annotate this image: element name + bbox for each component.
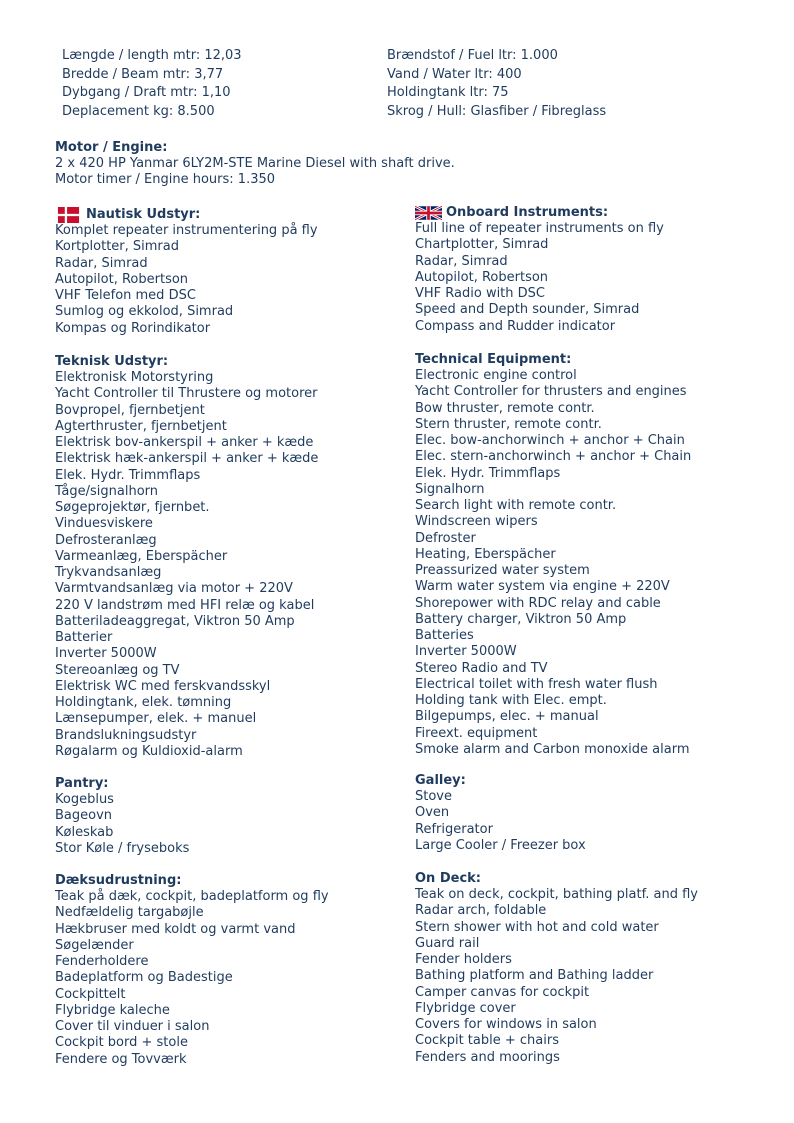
motor-line: 2 x 420 HP Yanmar 6LY2M-STE Marine Diesel with shaft drive. <box>55 156 455 171</box>
galley-heading: Galley: <box>415 773 466 788</box>
list-item: Fenders and moorings <box>415 1049 560 1065</box>
list-item: Vinduesviskere <box>55 516 153 532</box>
list-item: Elektronisk Motorstyring <box>55 370 214 385</box>
list-item: Batteries <box>415 628 474 643</box>
list-item: Kortplotter, Simrad <box>55 239 179 255</box>
list-item: VHF Radio with DSC <box>415 286 545 301</box>
list-item: Fendere og Tovværk <box>55 1051 187 1067</box>
specs-right-column <box>387 47 606 121</box>
onboard-heading-row <box>415 204 664 221</box>
list-item: Køleskab <box>55 824 114 840</box>
list-item: Søgeprojektør, fjernbet. <box>55 500 210 515</box>
list-item: Stern shower with hot and cold water <box>415 919 659 935</box>
list-item: Bathing platform and Bathing ladder <box>415 968 654 984</box>
list-item: Defroster <box>415 530 476 546</box>
list-item: Holdingtank, elek. tømning <box>55 695 232 710</box>
list-item: Flybridge kaleche <box>55 1002 170 1018</box>
list-item: Komplet repeater instrumentering på fly <box>55 223 318 238</box>
list-item: Signalhorn <box>415 481 485 497</box>
list-item: Røgalarm og Kuldioxid-alarm <box>55 743 243 759</box>
list-item: Varmtvandsanlæg via motor + 220V <box>55 581 293 597</box>
list-item: Search light with remote contr. <box>415 498 617 513</box>
list-item: Stove <box>415 789 452 804</box>
list-item: Agterthruster, fjernbetjent <box>55 418 227 434</box>
list-item: Windscreen wipers <box>415 514 538 530</box>
list-item: Yacht Controller til Thrustere og motorer <box>55 386 318 402</box>
list-item: Bageovn <box>55 808 113 824</box>
list-item: Bovpropel, fjernbetjent <box>55 402 205 418</box>
list-item: Cover til vinduer i salon <box>55 1019 210 1034</box>
list-item: Badeplatform og Badestige <box>55 970 233 986</box>
list-item: Radar, Simrad <box>415 253 508 269</box>
list-item: Elec. stern-anchorwinch + anchor + Chain <box>415 449 692 465</box>
nautisk-section <box>55 206 318 337</box>
list-item: Elektrisk bov-ankerspil + anker + kæde <box>55 435 314 450</box>
onboard-section <box>415 204 664 335</box>
spec-fuel: Brændstof / Fuel ltr: 1.000 <box>387 48 558 63</box>
deck-section <box>415 870 698 1066</box>
list-item: Autopilot, Robertson <box>415 269 549 285</box>
motor-section <box>55 139 455 189</box>
list-item: Nedfældelig targabøjle <box>55 905 204 921</box>
list-item: Varmeanlæg, Eberspächer <box>55 548 228 564</box>
galley-section <box>415 772 586 854</box>
motor-line: Motor timer / Engine hours: 1.350 <box>55 172 276 188</box>
list-item: Shorepower with RDC relay and cable <box>415 595 661 611</box>
daek-section <box>55 872 329 1068</box>
list-item: Stereoanlæg og TV <box>55 662 180 678</box>
list-item: Large Cooler / Freezer box <box>415 837 586 853</box>
list-item: 220 V landstrøm med HFI relæ og kabel <box>55 597 315 613</box>
specs-left-column <box>62 47 242 121</box>
deck-heading: On Deck: <box>415 871 481 886</box>
list-item: Elec. bow-anchorwinch + anchor + Chain <box>415 433 685 448</box>
list-item: Fender holders <box>415 952 512 967</box>
pantry-section <box>55 775 189 857</box>
list-item: Inverter 5000W <box>55 646 157 662</box>
danish-flag-icon <box>55 207 82 223</box>
list-item: Compass and Rudder indicator <box>415 318 616 334</box>
list-item: Teak på dæk, cockpit, badeplatform og fly <box>55 889 329 904</box>
list-item: Bilgepumps, elec. + manual <box>415 709 599 725</box>
list-item: Stereo Radio and TV <box>415 660 548 676</box>
list-item: Electronic engine control <box>415 368 577 383</box>
list-item: Camper canvas for cockpit <box>415 984 590 1000</box>
list-item: Smoke alarm and Carbon monoxide alarm <box>415 741 690 757</box>
list-item: Batterier <box>55 630 113 645</box>
list-item: Radar arch, foldable <box>415 903 547 919</box>
spec-displacement: Deplacement kg: 8.500 <box>62 103 215 119</box>
list-item: VHF Telefon med DSC <box>55 288 196 303</box>
motor-heading: Motor / Engine: <box>55 140 168 155</box>
list-item: Lænsepumper, elek. + manuel <box>55 711 257 727</box>
list-item: Elek. Hydr. Trimmflaps <box>415 465 561 481</box>
list-item: Flybridge cover <box>415 1000 516 1016</box>
spec-holdingtank: Holdingtank ltr: 75 <box>387 85 509 101</box>
spec-hull: Skrog / Hull: Glasfiber / Fibreglass <box>387 103 607 119</box>
list-item: Oven <box>415 805 450 821</box>
list-item: Søgelænder <box>55 937 134 953</box>
list-item: Trykvandsanlæg <box>55 565 162 580</box>
list-item: Sumlog og ekkolod, Simrad <box>55 304 234 320</box>
list-item: Batteriladeaggregat, Viktron 50 Amp <box>55 613 295 629</box>
teknisk-heading: Teknisk Udstyr: <box>55 354 169 369</box>
list-item: Elektrisk hæk-ankerspil + anker + kæde <box>55 451 319 467</box>
list-item: Brandslukningsudstyr <box>55 727 197 743</box>
pantry-heading: Pantry: <box>55 776 109 791</box>
list-item: Tåge/signalhorn <box>55 483 159 499</box>
list-item: Preassurized water system <box>415 563 590 578</box>
list-item: Kompas og Rorindikator <box>55 320 211 336</box>
list-item: Battery charger, Viktron 50 Amp <box>415 611 627 627</box>
list-item: Defrosteranlæg <box>55 532 157 548</box>
list-item: Refrigerator <box>415 821 493 837</box>
list-item: Radar, Simrad <box>55 255 148 271</box>
nautisk-heading: Nautisk Udstyr: <box>86 207 201 222</box>
spec-length: Længde / length mtr: 12,03 <box>62 48 242 63</box>
spec-draft: Dybgang / Draft mtr: 1,10 <box>62 85 231 101</box>
list-item: Chartplotter, Simrad <box>415 237 549 253</box>
list-item: Cockpit bord + stole <box>55 1035 188 1051</box>
list-item: Warm water system via engine + 220V <box>415 579 670 595</box>
list-item: Bow thruster, remote contr. <box>415 400 595 416</box>
list-item: Full line of repeater instruments on fly <box>415 221 664 236</box>
list-item: Kogeblus <box>55 792 114 807</box>
list-item: Cockpittelt <box>55 986 126 1002</box>
list-item: Fireext. equipment <box>415 725 538 741</box>
list-item: Holding tank with Elec. empt. <box>415 693 607 708</box>
spec-beam: Bredde / Beam mtr: 3,77 <box>62 66 224 82</box>
uk-flag-icon <box>415 205 442 221</box>
list-item: Yacht Controller for thrusters and engines <box>415 384 687 400</box>
daek-heading: Dæksudrustning: <box>55 873 182 888</box>
technical-heading: Technical Equipment: <box>415 352 572 367</box>
list-item: Autopilot, Robertson <box>55 271 189 287</box>
list-item: Electrical toilet with fresh water flush <box>415 676 658 692</box>
list-item: Guard rail <box>415 935 480 951</box>
list-item: Heating, Eberspächer <box>415 546 556 562</box>
list-item: Inverter 5000W <box>415 644 517 660</box>
spec-water: Vand / Water ltr: 400 <box>387 66 522 82</box>
teknisk-section <box>55 353 318 760</box>
list-item: Elektrisk WC med ferskvandsskyl <box>55 678 271 694</box>
list-item: Teak on deck, cockpit, bathing platf. and fly <box>415 887 698 902</box>
list-item: Speed and Depth sounder, Simrad <box>415 302 640 318</box>
list-item: Elek. Hydr. Trimmflaps <box>55 467 201 483</box>
list-item: Covers for windows in salon <box>415 1017 597 1032</box>
onboard-heading: Onboard Instruments: <box>446 205 609 220</box>
list-item: Stern thruster, remote contr. <box>415 416 602 432</box>
list-item: Hækbruser med koldt og varmt vand <box>55 921 296 937</box>
list-item: Stor Køle / fryseboks <box>55 840 190 856</box>
list-item: Fenderholdere <box>55 954 149 969</box>
nautisk-heading-row <box>55 206 318 223</box>
technical-section <box>415 351 691 758</box>
list-item: Cockpit table + chairs <box>415 1033 559 1049</box>
